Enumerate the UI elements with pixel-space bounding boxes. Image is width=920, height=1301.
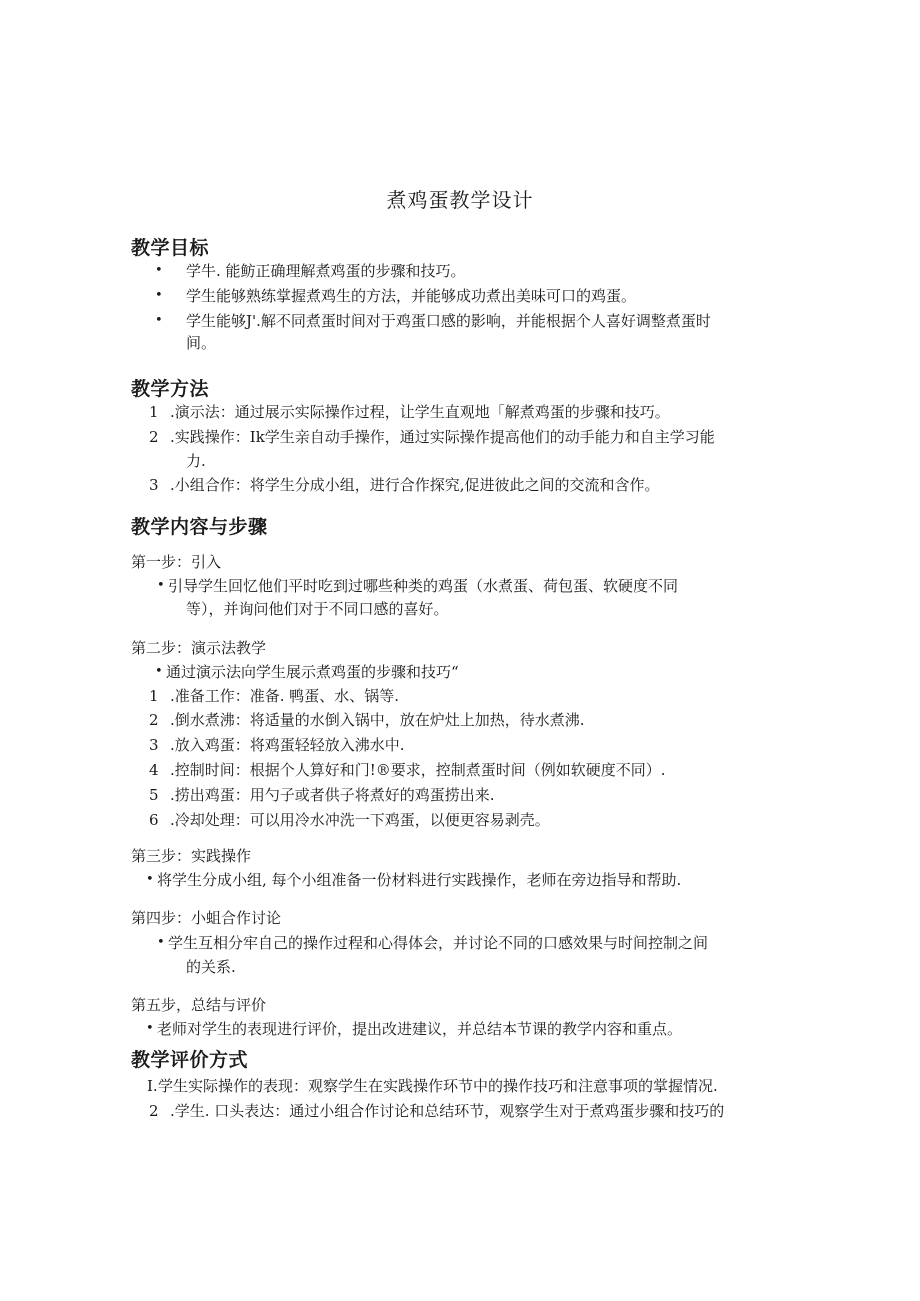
list-number: 6 (149, 811, 159, 829)
bullet-marker: • (157, 935, 165, 950)
section-heading-methods: 教学方法 (131, 378, 210, 400)
section-heading-evaluation: 教学评价方式 (131, 1049, 249, 1071)
step-2-item-4: .控制时间：根据个人算好和门!®要求，控制煮蛋时间（例如软硬度不同）. (170, 761, 666, 779)
step-1-text: 引导学生回忆他们平时吃到过哪些种类的鸡蛋（水煮蛋、荷包蛋、软硬度不同 (168, 577, 679, 595)
bullet-marker: • (146, 1021, 154, 1036)
objective-item-3: 学生能够J'.解不同煮蛋时间对于鸡蛋口感的影响，并能根据个人喜好调整煮蛋时 (186, 312, 711, 330)
step-2-item-3: .放入鸡蛋：将鸡蛋轻轻放入沸水中. (170, 736, 405, 754)
step-5-text: 老师对学生的表现进行评价，提出改进建议，并总结本节课的教学内容和重点。 (157, 1020, 683, 1038)
bullet-marker: • (155, 288, 163, 303)
list-number: 2 (149, 1102, 159, 1120)
list-number: 1 (149, 403, 159, 421)
section-heading-objectives: 教学目标 (131, 237, 210, 259)
step-4-text-continued: 的关系. (186, 958, 236, 976)
step-4-text: 学生互相分牢自己的操作过程和心得体会，并讨论不同的口感效果与时间控制之间 (168, 934, 709, 952)
list-number: 2 (149, 428, 159, 446)
list-number: 3 (149, 476, 159, 494)
document-title: 煮鸡蛋教学设计 (386, 188, 534, 212)
bullet-marker: • (155, 313, 163, 328)
section-heading-content: 教学内容与步骤 (131, 516, 268, 538)
bullet-marker: • (155, 664, 163, 679)
step-2-item-2: .倒水煮沸：将适量的水倒入锅中，放在炉灶上加热，待水煮沸. (170, 711, 585, 729)
list-number: 5 (149, 786, 159, 804)
step-2-title: 第二步：演示法教学 (131, 639, 267, 657)
step-3-text: 将学生分成小组, 每个小组准备一份材料进行实践操作，老师在旁边指导和帮助. (157, 871, 682, 889)
step-1-text-continued: 等），并询问他们对于不同口感的喜好。 (186, 600, 449, 618)
evaluation-item-2: .学生. 口头表达：通过小组合作讨论和总结环节，观察学生对于煮鸡蛋步骤和技巧的 (170, 1102, 725, 1120)
step-4-title: 第四步：小蛆合作讨论 (131, 909, 282, 927)
method-item-2: .实践操作：Ik学生亲自动手操作，通过实际操作提高他们的动手能力和自主学习能 (170, 428, 715, 446)
step-2-item-5: .捞出鸡蛋：用勺子或者供子将煮好的鸡蛋捞出来. (170, 786, 495, 804)
step-3-title: 第三步：实践操作 (131, 847, 252, 865)
objective-item-3-continued: 间。 (186, 334, 217, 352)
list-number: I. (147, 1077, 158, 1095)
step-2-item-1: .准备工作：准备. 鸭蛋、水、锅等. (170, 687, 400, 705)
bullet-marker: • (157, 578, 165, 593)
list-number: 1 (149, 687, 159, 705)
step-2-intro: 通过演示法向学生展示煮鸡蛋的步骤和技巧“ (166, 663, 459, 681)
method-item-2-continued: 力. (186, 452, 206, 470)
objective-item-2: 学生能够熟练掌握煮鸡生的方法，并能够成功煮出美味可口的鸡蛋。 (186, 287, 637, 305)
method-item-1: .演示法：通过展示实际操作过程，让学生直观地「解煮鸡蛋的步骤和技巧。 (170, 403, 670, 421)
bullet-marker: • (146, 872, 154, 887)
bullet-marker: • (155, 263, 163, 278)
method-item-3: .小组合作：将学生分成小组，进行合作探究,促进彼此之间的交流和含作。 (170, 476, 660, 494)
list-number: 2 (149, 711, 159, 729)
step-2-item-6: .冷却处理：可以用冷水冲洗一下鸡蛋，以便更容易剥壳。 (170, 811, 550, 829)
step-5-title: 第五步，总结与评价 (131, 996, 267, 1014)
list-number: 3 (149, 736, 159, 754)
evaluation-item-1: 学生实际操作的表现：观察学生在实践操作环节中的操作技巧和注意事项的掌握情况. (158, 1077, 718, 1095)
step-1-title: 第一步：引入 (131, 553, 222, 571)
list-number: 4 (149, 761, 159, 779)
objective-item-1: 学牛. 能鲂正确理解煮鸡蛋的步骤和技巧。 (186, 262, 466, 280)
